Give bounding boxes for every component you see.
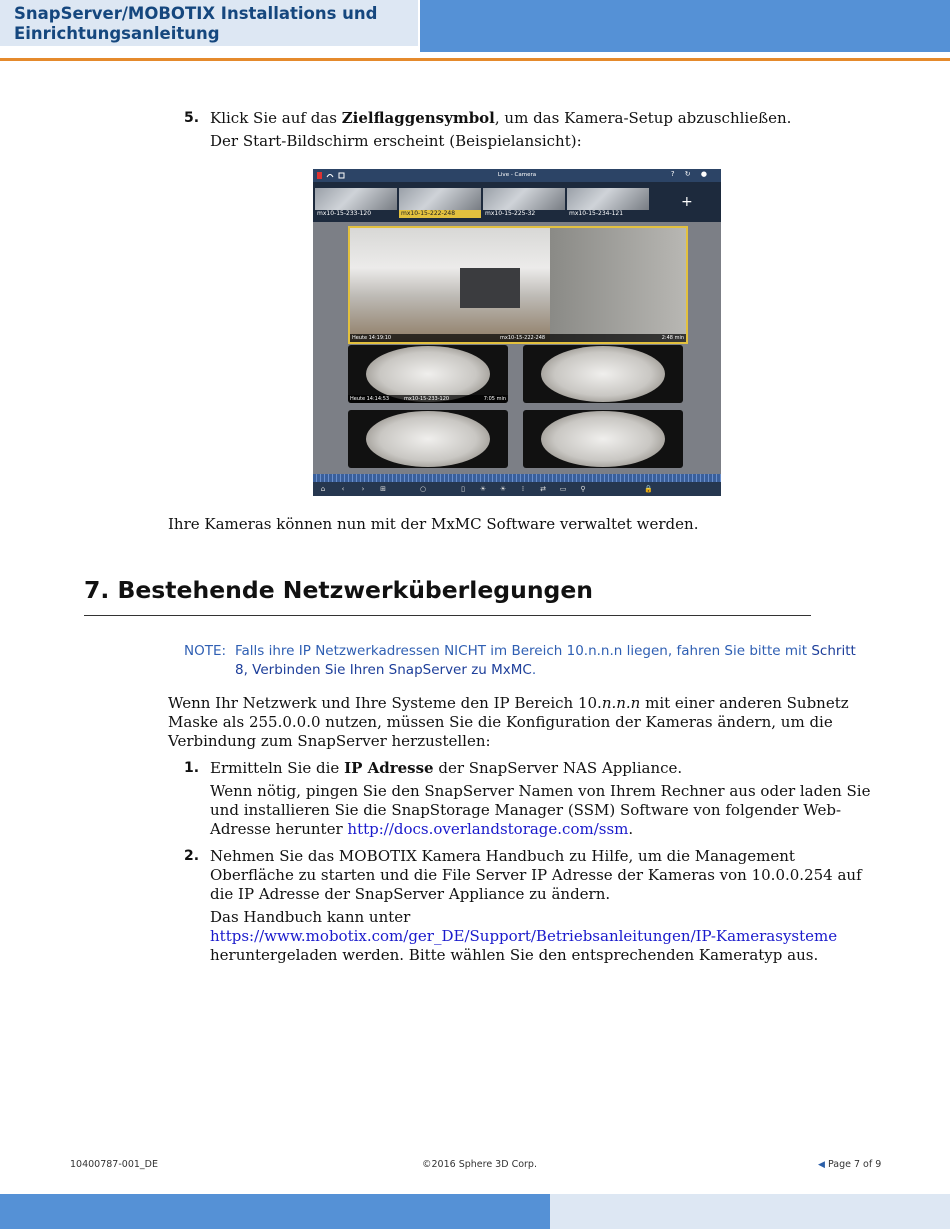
step-1-before: Ermitteln Sie die: [210, 759, 345, 777]
footer-page: [818, 1159, 881, 1170]
fisheye-image: [366, 346, 490, 402]
fisheye-image: [366, 411, 490, 467]
step-5-bold: Zielflaggensymbol: [341, 109, 495, 127]
step-2: [184, 847, 874, 965]
timeline-bar: [313, 474, 721, 482]
step-5: [184, 107, 884, 153]
step-5-text-before: Klick Sie auf das: [210, 109, 342, 127]
link-icon: ⚲: [580, 485, 586, 493]
step-1-after: der SnapServer NAS Appliance.: [433, 759, 683, 777]
audio-icon: ⁞: [521, 485, 525, 493]
caption-duration: 7:05 min: [483, 396, 506, 402]
snapshot-icon: ▭: [559, 485, 567, 493]
note-text-after: .: [531, 662, 537, 678]
thumbnail-label: mx10-15-233-120: [315, 210, 397, 218]
thumbnail-label: mx10-15-234-121: [567, 210, 649, 218]
document-title: SnapServer/MOBOTIX Installations und Einrichtungsanleitung: [14, 4, 378, 43]
footer-band-left: [0, 1194, 550, 1229]
page-number: Page 7 of 9: [827, 1159, 882, 1170]
caption-camera: mx10-15-233-120: [404, 396, 450, 402]
footer-doc-id: 10400787-001_DE: [70, 1159, 158, 1170]
back-arrow-icon[interactable]: ◀: [818, 1160, 825, 1170]
step-5-line-1: [210, 107, 884, 130]
note-step-link[interactable]: Schritt 8, Verbinden Sie Ihren SnapServer zu MxMC: [235, 643, 856, 678]
layout-icon: ⊞: [380, 485, 386, 493]
intro-paragraph: [168, 694, 868, 751]
main-camera-view: [348, 226, 688, 344]
para-italic: n.n.n: [601, 694, 641, 712]
forward-icon: ›: [361, 485, 365, 493]
camera-view-5: [523, 410, 683, 468]
camera-app-screenshot: [313, 169, 721, 496]
step-1: [184, 759, 874, 839]
caption-time: Heute 14:14:53: [350, 396, 390, 402]
camera-view-2: [348, 345, 508, 403]
step-5-line-2: Der Start-Bildschirm erscheint (Beispielansicht):: [210, 132, 582, 150]
fisheye-image: [541, 346, 665, 402]
para-after: mit einer anderen Subnetz Maske als 255.0.0.0 nutzen, müssen Sie die Konfiguration der Kameras ändern, um die Verbindung zum SnapServer herzustellen:: [168, 694, 849, 750]
section-heading: 7. Bestehende Netzwerküberlegungen: [84, 576, 594, 604]
lock-icon: 🔒: [644, 485, 653, 493]
mobotix-manual-link[interactable]: https://www.mobotix.com/ger_DE/Support/Betriebsanleitungen/IP-Kamerasysteme: [210, 927, 838, 945]
header-divider: [0, 58, 950, 61]
app-title: Live - Camera: [497, 172, 537, 178]
step-number: 5.: [184, 110, 200, 126]
step-2-sub-after: heruntergeladen werden. Bitte wählen Sie den entsprechenden Kameratyp aus.: [210, 946, 819, 964]
camera-caption: [350, 334, 686, 342]
footer-band-right: [550, 1194, 950, 1229]
step-1-bold: IP Adresse: [344, 759, 434, 777]
camera-caption: [348, 395, 508, 403]
note-label: NOTE:: [184, 643, 227, 659]
fisheye-image: [541, 411, 665, 467]
caption-camera: mx10-15-222-248: [500, 335, 546, 341]
step-2-text: Nehmen Sie das MOBOTIX Kamera Handbuch zu Hilfe, um die Management Oberfläche zu starten und die File Server IP Adresse der Kameras von 10.0.0.254 auf die IP Adresse der SnapServer Appliance zu ändern.: [210, 847, 862, 903]
ssm-link[interactable]: http://docs.overlandstorage.com/ssm: [347, 820, 629, 838]
app-titlebar: [313, 169, 721, 182]
camera-image-region: [550, 228, 686, 342]
back-icon: ‹: [341, 485, 345, 493]
step-2-sub: [210, 908, 874, 965]
titlebar-right-icons: ? ↻ ●: [670, 170, 711, 178]
add-camera-icon: +: [681, 194, 693, 210]
camera-view-4: [348, 410, 508, 468]
step-1-sub: [210, 782, 874, 839]
step-5-text-after: , um das Kamera-Setup abzuschließen.: [494, 109, 792, 127]
note-text-before: Falls ihre IP Netzwerkadressen NICHT im Bereich 10.n.n.n liegen, fahren Sie bitte mit: [235, 643, 812, 659]
caption-time: Heute 14:19:10: [352, 335, 392, 341]
app-toolbar: [313, 482, 721, 496]
camera-image-region: [460, 268, 520, 308]
header-band-right: [420, 0, 950, 52]
step-1-line: [210, 759, 874, 778]
para-before: Wenn Ihr Netzwerk und Ihre Systeme den IP Bereich 10.: [168, 694, 602, 712]
camera-view-3: [523, 345, 683, 403]
section-rule: [84, 615, 811, 616]
step-number: 1.: [184, 760, 200, 776]
switch-icon: ⇄: [540, 485, 546, 493]
step-number: 2.: [184, 848, 200, 864]
step-2-sub-before: Das Handbuch kann unter: [210, 908, 411, 926]
home-icon: ⌂: [320, 485, 326, 493]
thumbnail-label: mx10-15-222-248: [399, 210, 481, 218]
note-block: [184, 642, 864, 680]
manage-text: Ihre Kameras können nun mit der MxMC Software verwaltet werden.: [168, 515, 699, 533]
footer-copyright: ©2016 Sphere 3D Corp.: [422, 1159, 537, 1170]
camera-thumbnail-bar: [313, 182, 721, 222]
light-icon: ☀: [479, 485, 487, 493]
light-off-icon: ☀: [499, 485, 507, 493]
step-1-sub-before: Wenn nötig, pingen Sie den SnapServer Namen von Ihrem Rechner aus oder laden Sie und installieren Sie die SnapStorage Manager (SSM) Software von folgender Web-Adresse herunter: [210, 782, 871, 838]
thumbnail-label: mx10-15-225-32: [483, 210, 565, 218]
door-icon: ▯: [461, 485, 465, 493]
step-1-sub-after: .: [628, 820, 634, 838]
speech-icon: ○: [419, 485, 427, 493]
caption-duration: 2:48 min: [661, 335, 684, 341]
